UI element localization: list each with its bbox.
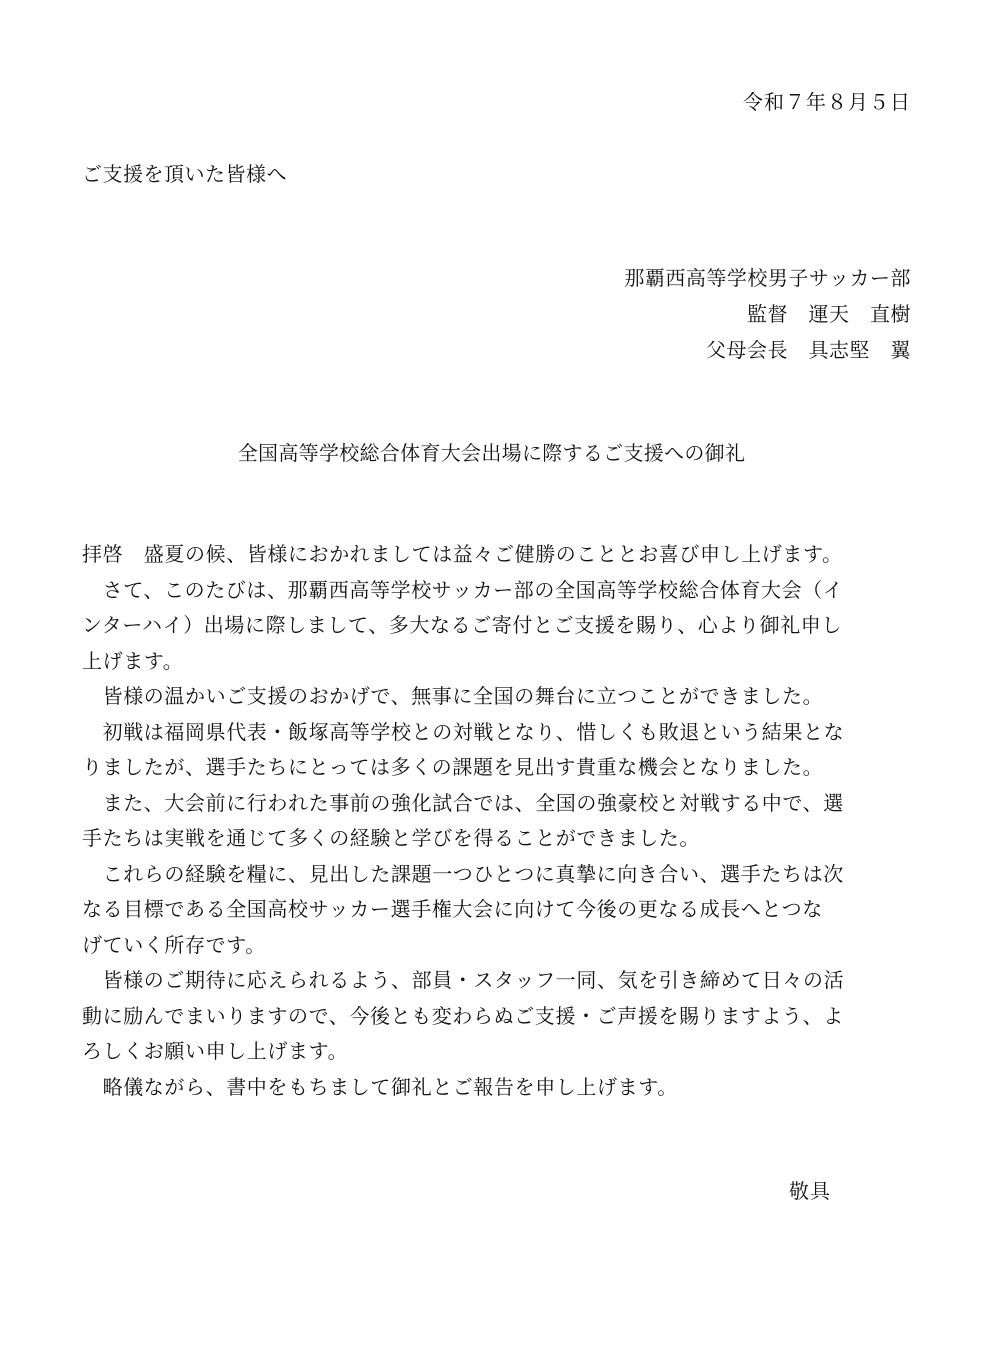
closing-salutation: 敬具 xyxy=(789,1179,831,1203)
body-line: 初戦は福岡県代表・飯塚高等学校との対戦となり、惜しくも敗退という結果とな xyxy=(82,719,845,744)
body-line: 皆様のご期待に応えられるよう、部員・スタッフ一同、気を引き締めて日々の活 xyxy=(82,968,845,992)
body-line: さて、このたびは、那覇西高等学校サッカー部の全国高等学校総合体育大会（イ xyxy=(82,577,844,602)
sender-block xyxy=(624,260,911,368)
sender-parents-chair: 父母会長 具志堅 翼 xyxy=(706,338,911,362)
sender-organization: 那覇西高等学校男子サッカー部 xyxy=(624,266,911,290)
body-line: 皆様の温かいご支援のおかげで、無事に全国の舞台に立つことができました。 xyxy=(82,684,824,708)
letter-date: 令和７年８月５日 xyxy=(743,90,911,114)
body-line: なる目標である全国高校サッカー選手権大会に向けて今後の更なる成長へとつな xyxy=(82,897,823,921)
body-line: げていく所存です。 xyxy=(82,932,266,957)
addressee: ご支援を頂いた皆様へ xyxy=(82,162,287,186)
body-line: これらの経験を糧に、見出した課題一つひとつに真摯に向き合い、選手たちは次 xyxy=(82,861,844,886)
body-line: 動に励んでまいりますので、今後とも変わらぬご支援・ご声援を賜りますよう、よ xyxy=(82,1003,844,1028)
body-line: 上げます。 xyxy=(82,648,184,673)
letter-subject: 全国高等学校総合体育大会出場に際するご支援への御礼 xyxy=(237,441,746,465)
body-line: また、大会前に行われた事前の強化試合では、全国の強豪校と対戦する中で、選 xyxy=(82,790,844,815)
body-line: 略儀ながら、書中をもちまして御礼とご報告を申し上げます。 xyxy=(82,1074,678,1099)
sender-coach: 監督 運天 直樹 xyxy=(747,302,911,326)
letter-body xyxy=(82,537,845,1105)
body-line: 手たちは実戦を通じて多くの経験と学びを得ることができました。 xyxy=(82,826,700,850)
body-line: 拝啓 盛夏の候、皆様におかれましては益々ご健勝のこととお喜び申し上げます。 xyxy=(82,542,843,566)
body-line: りましたが、選手たちにとっては多くの課題を見出す貴重な機会となりました。 xyxy=(82,755,824,779)
body-line: ンターハイ）出場に際しまして、多大なるご寄付とご支援を賜り、心より御礼申し xyxy=(82,613,842,637)
body-line: ろしくお願い申し上げます。 xyxy=(82,1039,349,1063)
